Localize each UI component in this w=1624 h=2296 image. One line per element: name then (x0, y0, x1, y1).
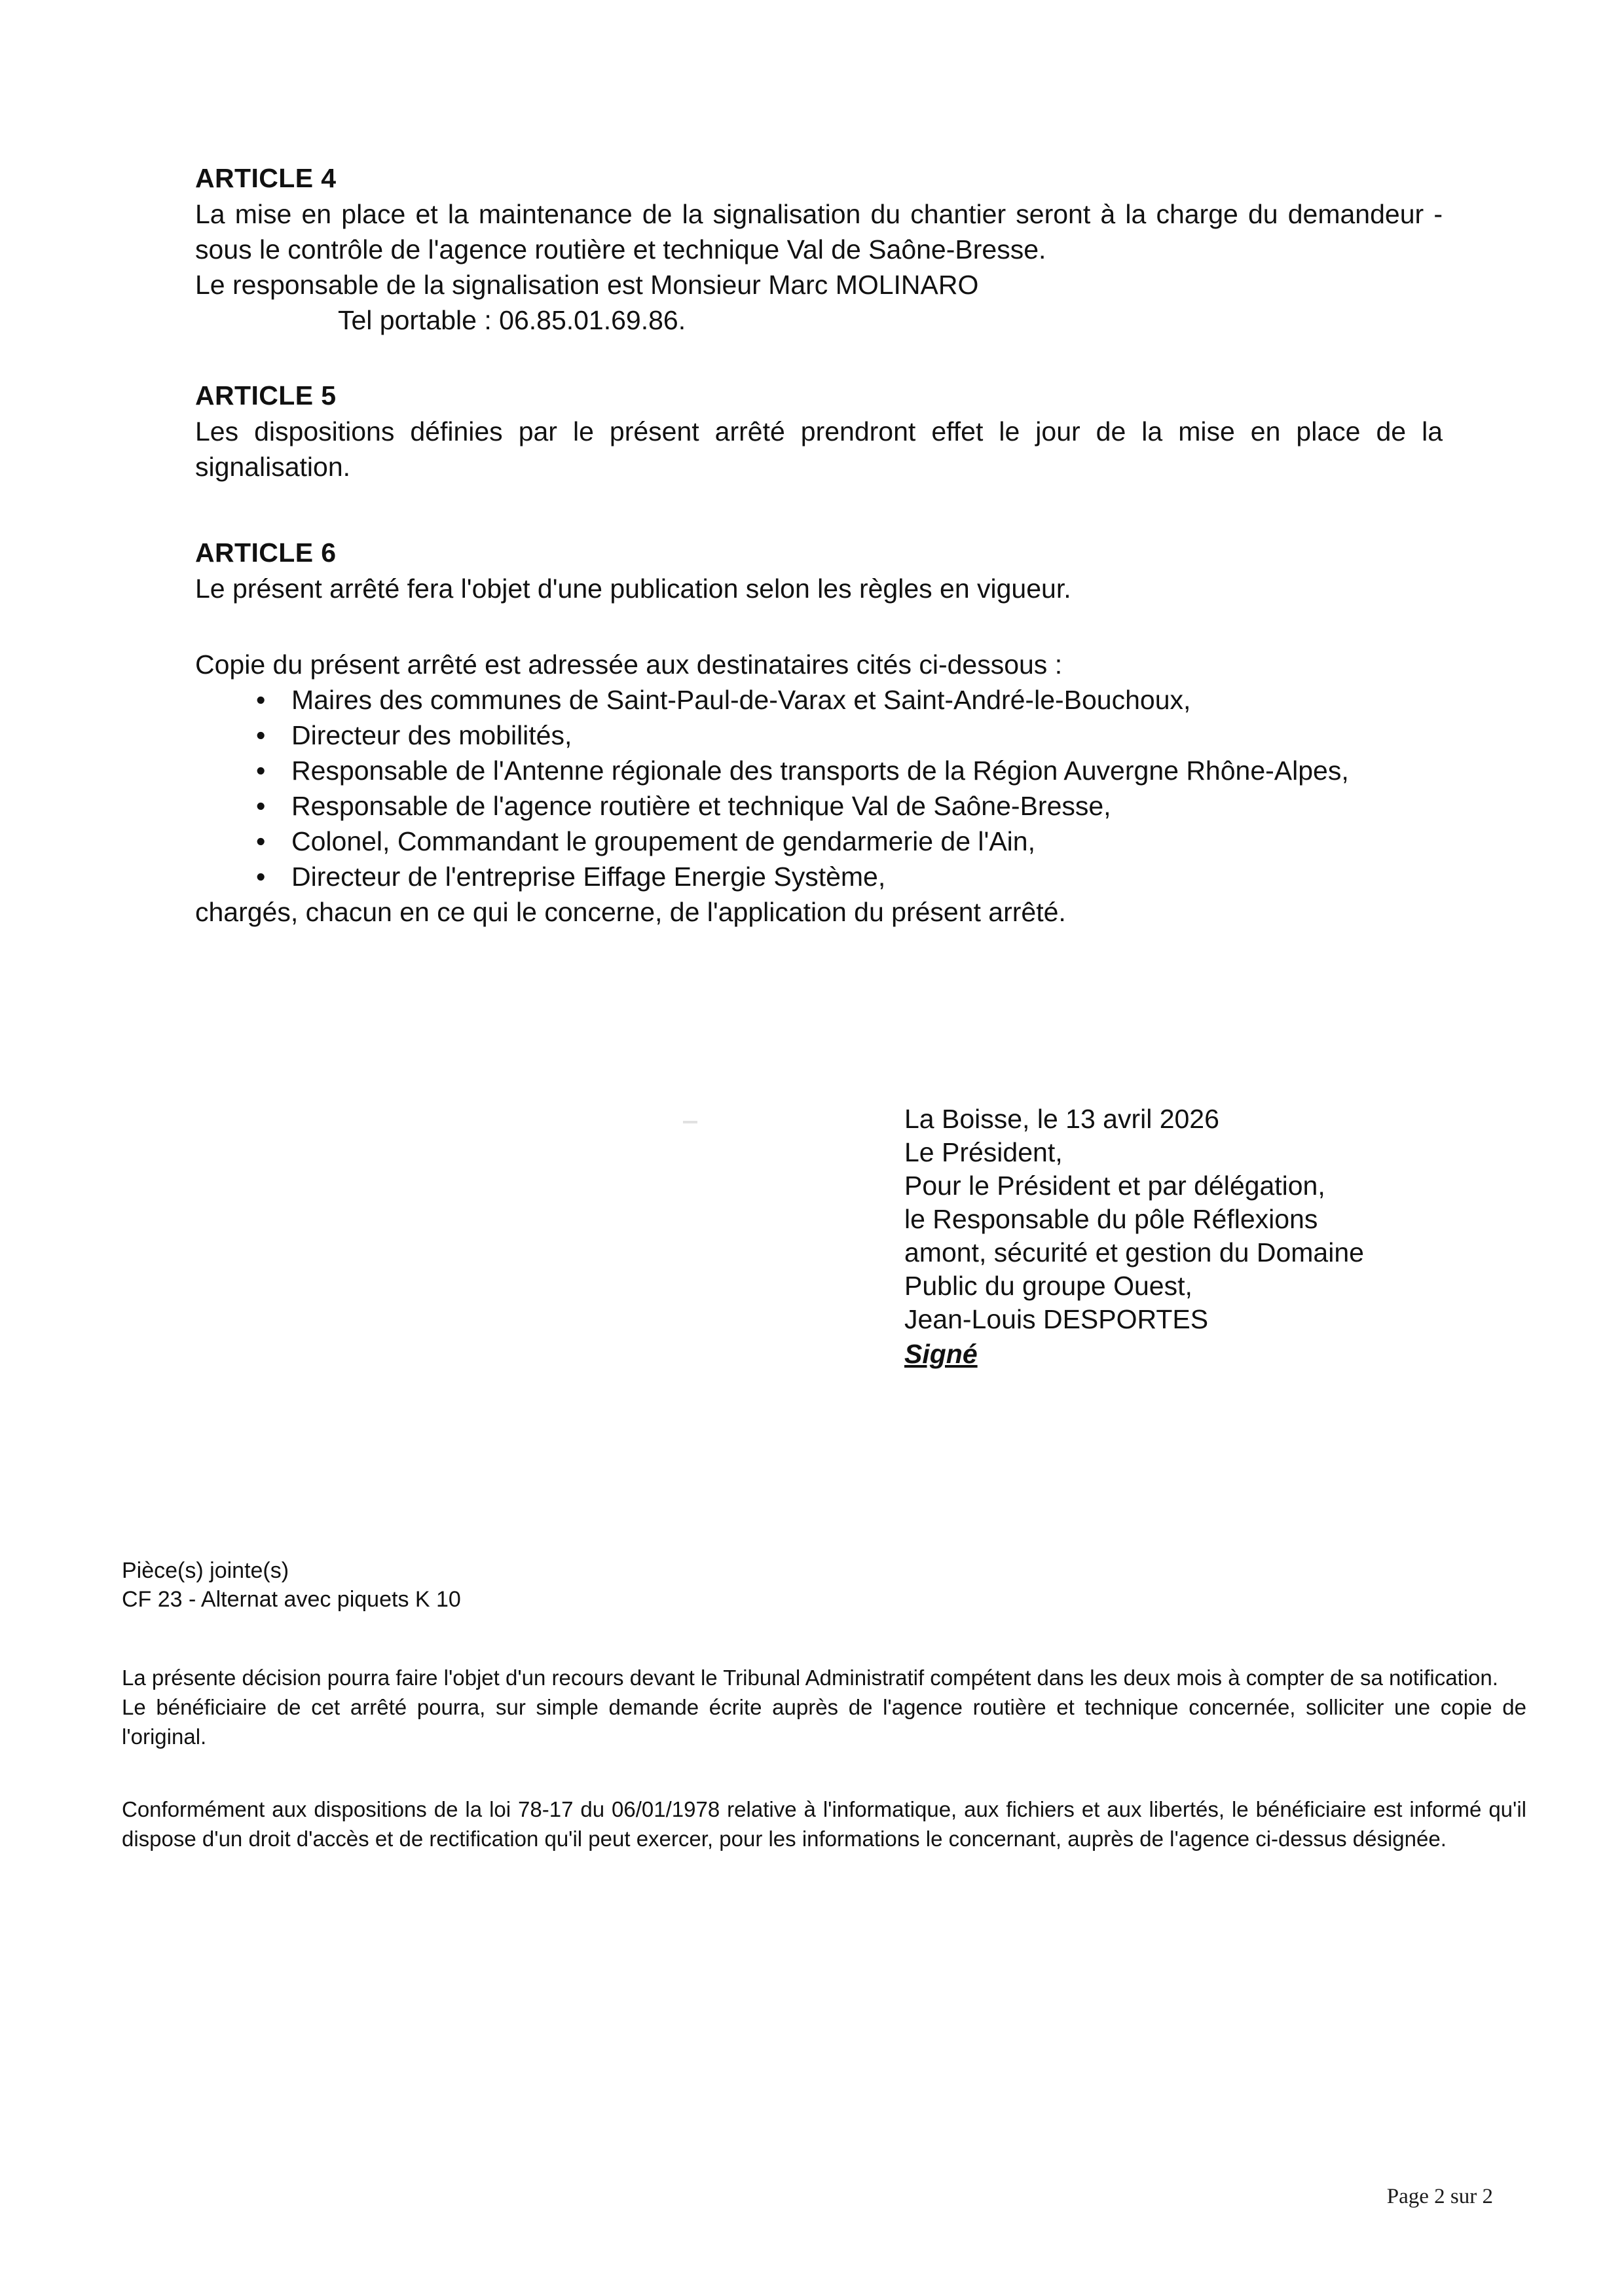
document-body (195, 161, 1443, 930)
list-item-label: Directeur de l'entreprise Eiffage Energie Système, (291, 862, 886, 892)
signed-mark: Signé (904, 1339, 978, 1369)
article-5-heading: ARTICLE 5 (195, 380, 337, 410)
attachments-section (122, 1556, 1523, 1614)
signature-place-date: La Boisse, le 13 avril 2026 (904, 1104, 1219, 1134)
article-4-heading: ARTICLE 4 (195, 163, 337, 193)
attachments-label: Pièce(s) jointe(s) (122, 1558, 289, 1583)
list-item-label: Responsable de l'Antenne régionale des transports de la Région Auvergne Rhône-Alpes, (291, 756, 1349, 786)
recipients-closing: chargés, chacun en ce qui le concerne, de l'application du présent arrêté. (195, 897, 1066, 927)
signature-line-5: Public du groupe Ouest, (904, 1271, 1192, 1301)
article-4-phone-line: Tel portable : 06.85.01.69.86. (338, 305, 686, 335)
list-item-label: Colonel, Commandant le groupement de gendarmerie de l'Ain, (291, 826, 1035, 856)
legal-notice-3: Conformément aux dispositions de la loi 78-17 du 06/01/1978 relative à l'informatique, aux fichiers et aux libertés, le bénéficiaire est informé qu'il dispose d'un droit d'accès et de rectification qu'il peut exercer, pour les informations le concernant, auprès de l'agence ci-dessus désignée. (122, 1797, 1526, 1851)
article-4-paragraph-1: La mise en place et la maintenance de la signalisation du chantier seront à la charge du demandeur - sous le contrôle de l'agence routière et technique Val de Saône-Bresse. (195, 199, 1443, 264)
list-item (195, 788, 1443, 824)
attachments-item: CF 23 - Alternat avec piquets K 10 (122, 1587, 461, 1612)
signature-line-4: amont, sécurité et gestion du Domaine (904, 1237, 1364, 1267)
scan-artifact (683, 1121, 697, 1123)
spacer (195, 606, 1443, 647)
bullet-icon: • (256, 756, 266, 786)
list-item-label: Directeur des mobilités, (291, 720, 572, 750)
article-5-paragraph-1: Les dispositions définies par le présent arrêté prendront effet le jour de la mise en place de la signalisation. (195, 416, 1443, 482)
article-6-paragraph-1: Le présent arrêté fera l'objet d'une publication selon les règles en vigueur. (195, 574, 1071, 604)
legal-notice-1: La présente décision pourra faire l'objet d'un recours devant le Tribunal Administratif compétent dans les deux mois à compter de sa notification. (122, 1666, 1498, 1690)
list-item (195, 682, 1443, 718)
bullet-icon: • (256, 862, 266, 892)
bullet-icon: • (256, 720, 266, 750)
bullet-icon: • (256, 826, 266, 856)
list-item (195, 859, 1443, 894)
list-item (195, 718, 1443, 753)
bullet-icon: • (256, 791, 266, 821)
list-item-label: Maires des communes de Saint-Paul-de-Varax et Saint-André-le-Bouchoux, (291, 685, 1191, 715)
signature-block (904, 1102, 1481, 1372)
signature-line-3: le Responsable du pôle Réflexions (904, 1204, 1318, 1234)
spacer (195, 338, 1443, 378)
bullet-icon: • (256, 685, 266, 715)
signature-line-2: Pour le Président et par délégation, (904, 1171, 1325, 1201)
article-6-heading: ARTICLE 6 (195, 538, 337, 568)
spacer (122, 1751, 1526, 1795)
legal-notice-2: Le bénéficiaire de cet arrêté pourra, sur simple demande écrite auprès de l'agence routière et technique concernée, solliciter une copie de l'original. (122, 1695, 1526, 1749)
article-4-section (195, 161, 1443, 338)
list-item (195, 824, 1443, 859)
article-4-paragraph-2: Le responsable de la signalisation est Monsieur Marc MOLINARO (195, 270, 979, 300)
legal-notices-section (122, 1663, 1526, 1853)
page-number-footer: Page 2 sur 2 (1386, 2185, 1493, 2208)
recipients-intro: Copie du présent arrêté est adressée aux destinataires cités ci-dessous : (195, 649, 1063, 680)
signature-name: Jean-Louis DESPORTES (904, 1304, 1209, 1334)
signature-line-1: Le Président, (904, 1137, 1063, 1167)
list-item (195, 753, 1443, 788)
spacer (195, 484, 1443, 536)
article-6-section (195, 536, 1443, 606)
recipients-list (195, 682, 1443, 894)
list-item-label: Responsable de l'agence routière et technique Val de Saône-Bresse, (291, 791, 1111, 821)
article-5-section (195, 378, 1443, 484)
